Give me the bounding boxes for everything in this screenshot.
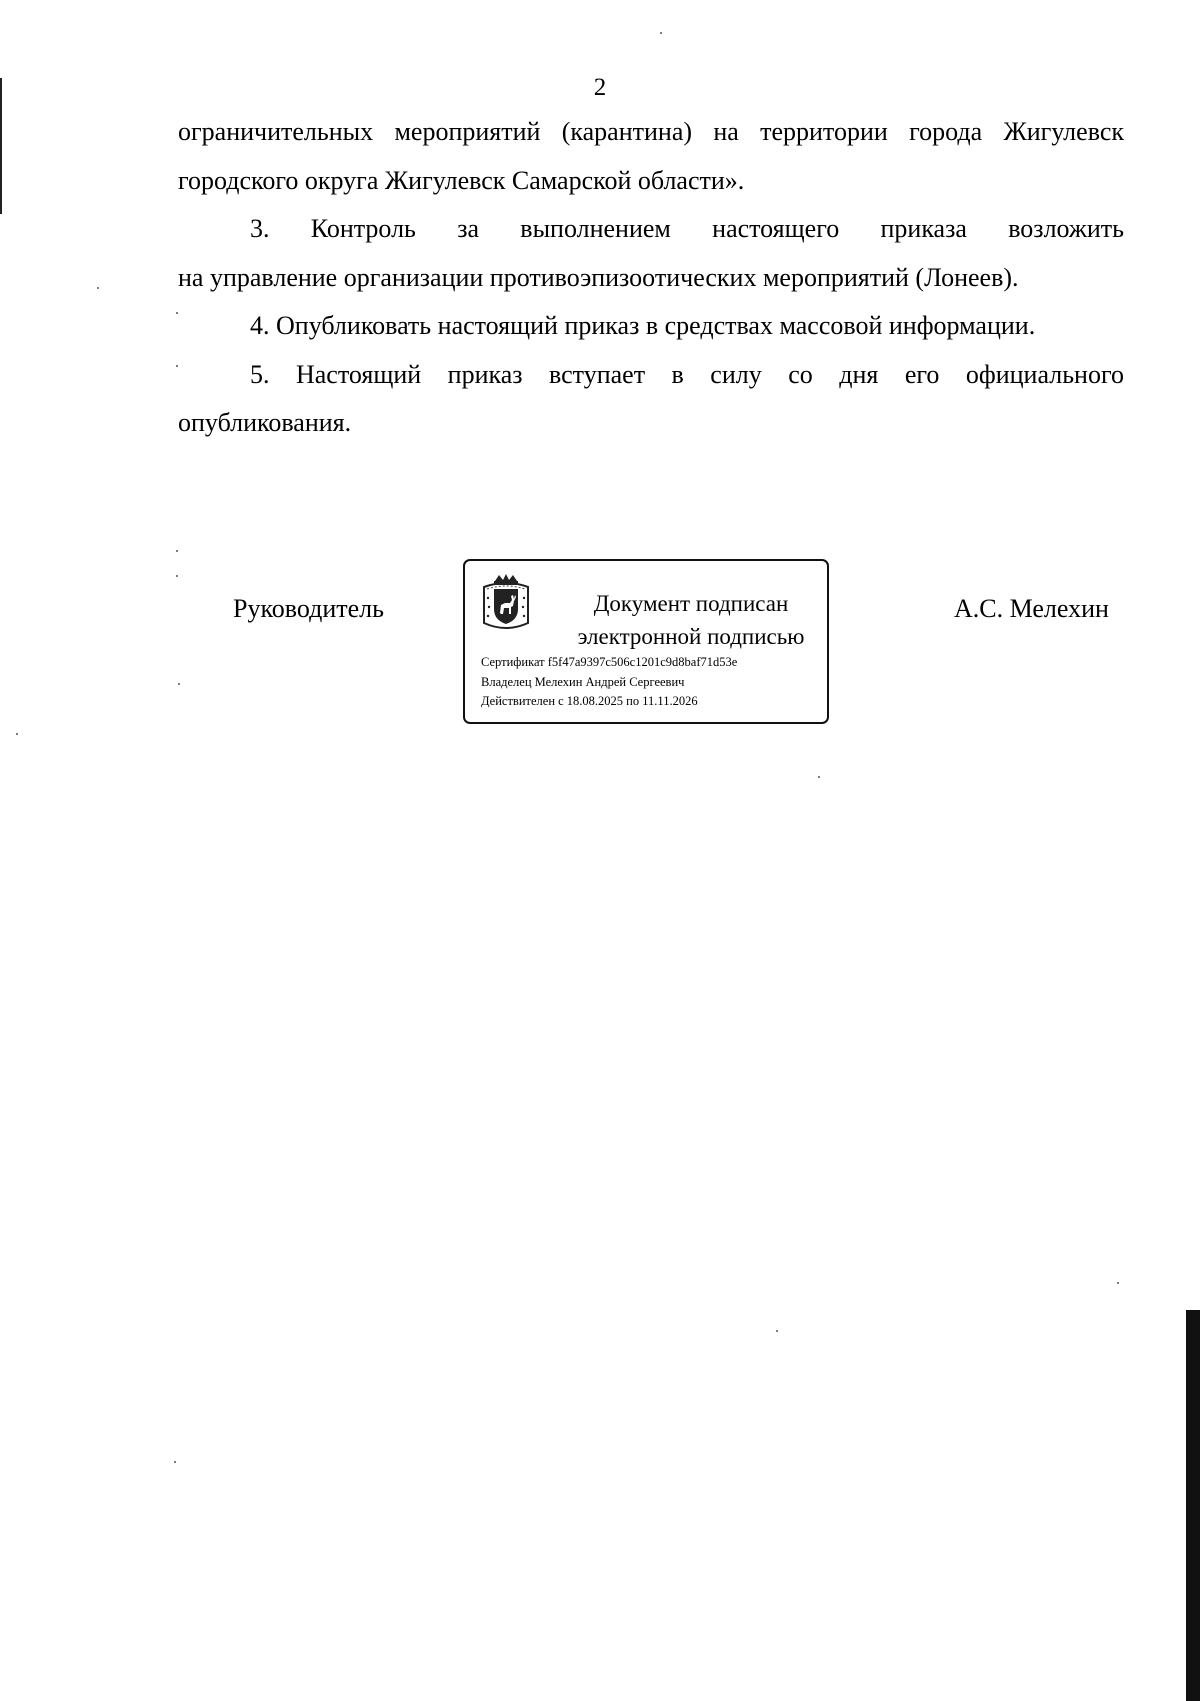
scan-speck: [97, 287, 99, 289]
scan-speck: [660, 32, 662, 34]
scan-speck: [174, 1461, 176, 1463]
paragraph-line: на управление организации противоэпизоотических мероприятий (Лонеев).: [178, 262, 1019, 292]
scan-speck: [776, 1330, 778, 1332]
paragraph-line: ограничительных мероприятий (карантина) на территории города Жигулевск: [178, 117, 1124, 146]
paragraph-continuation: [178, 108, 1124, 205]
paragraph-line: 5. Настоящий приказ вступает в силу со дня его официального: [250, 359, 1124, 389]
paragraph-5: [178, 351, 1124, 400]
paragraph-line: городского округа Жигулевск Самарской области».: [178, 165, 745, 195]
paragraph-line: 4. Опубликовать настоящий приказ в средствах массовой информации.: [250, 311, 1036, 340]
scan-speck: [178, 683, 180, 685]
stamp-title-line: электронной подписью: [577, 624, 805, 649]
scan-speck: [176, 550, 178, 552]
paragraph-line: 3. Контроль за выполнением настоящего приказа возложить: [250, 214, 1124, 243]
scan-speck: [818, 776, 820, 778]
stamp-details: [481, 653, 737, 712]
coat-of-arms-icon: [481, 573, 531, 633]
electronic-signature-stamp: [463, 559, 829, 724]
paragraph-4: [178, 302, 1124, 351]
certificate-number: Сертификат f5f47a9397c506c1201c9d8baf71d53e: [481, 655, 738, 669]
document-body: [178, 108, 1124, 448]
scan-speck: [176, 575, 178, 577]
page-number: 2: [593, 74, 607, 101]
signer-name: А.С. Мелехин: [954, 594, 1109, 623]
stamp-title-line: Документ подписан: [593, 591, 789, 616]
scan-speck: [16, 733, 18, 735]
paragraph-line: опубликования.: [178, 408, 352, 437]
scan-edge-shadow: [1186, 1310, 1200, 1701]
certificate-validity: Действителен с 18.08.2025 по 11.11.2026: [481, 694, 698, 708]
scan-speck: [1117, 1282, 1119, 1284]
signer-role: Руководитель: [233, 594, 384, 623]
certificate-owner: Владелец Мелехин Андрей Сергеевич: [481, 674, 685, 689]
paragraph-3: [178, 205, 1124, 254]
stamp-title: [561, 587, 821, 653]
paragraph-3-continued: [178, 254, 1124, 303]
paragraph-5-continued: [178, 399, 1124, 448]
